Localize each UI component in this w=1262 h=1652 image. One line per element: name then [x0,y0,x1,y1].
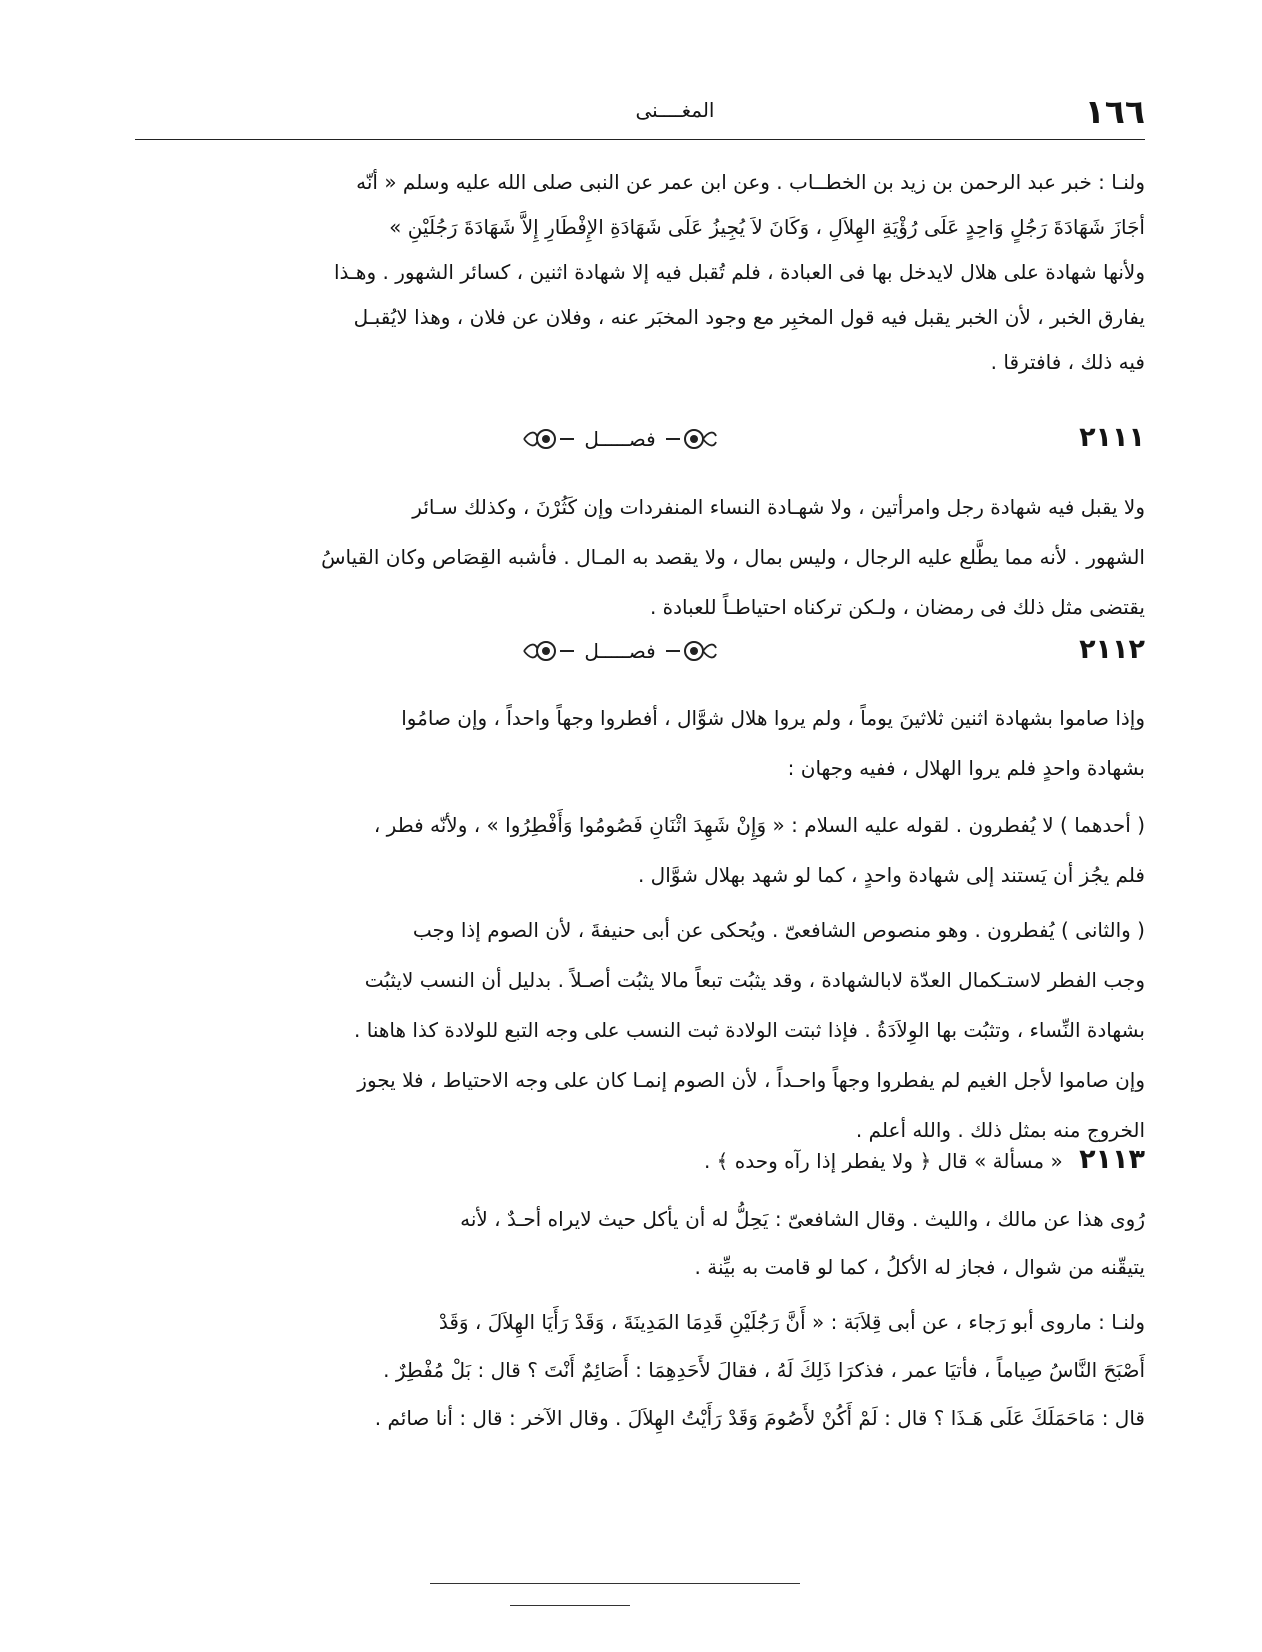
paragraph-2112-c [135,905,1145,1155]
masala-heading-2113 [135,1140,1145,1181]
paragraph-2113-b [135,1298,1145,1442]
text-line: بشهادة النِّساء ، وتثبُت بها الوِلاَدَةُ . فإذا ثبتت الولادة ثبت النسب على وجه التبع للولادة كذا هاهنا . [354,1018,1145,1042]
section-heading-2112 [135,634,1145,674]
text-line: ولنـا : ماروى أبو رَجاء ، عن أبى قِلاَبَة : « أَنَّ رَجُلَيْنِ قَدِمَا المَدِينَةَ ، وَقَدْ رَأَيَا الهِلاَلَ ، وَقَدْ [438,1310,1145,1334]
text-line: وجب الفطر لاستـكمال العدّة لابالشهادة ، وقد يثبُت تبعاً مالا يثبُت أصـلاً . بدليل أن النسب لايثبُت [364,968,1145,992]
text-line: بشهادة واحدٍ فلم يروا الهلال ، ففيه وجهان : [787,756,1145,780]
section-number: ٢١١١ [1079,422,1145,453]
paragraph-intro [135,160,1145,385]
text-line: ولنـا : خبر عبد الرحمن بن زيد بن الخطــاب . وعن ابن عمر عن النبى صلى الله عليه وسلم « أنّه [356,170,1145,194]
paragraph-2111 [135,482,1145,632]
text-line: فلم يجُز أن يَستند إلى شهادة واحدٍ ، كما لو شهد بهلال شوَّال . [637,863,1145,887]
text-line: فيه ذلك ، فافترقا . [990,350,1145,374]
paragraph-2112-b [135,800,1145,900]
section-number: ٢١١٢ [1079,634,1145,665]
text-line: أجَازَ شَهَادَةَ رَجُلٍ وَاحِدٍ عَلَى رُؤْيَةِ الهِلاَلِ ، وَكَانَ لاَ يُجِيزُ عَلَى شَهَادَةِ الإِفْطَارِ إِلاَّ شَهَادَةَ رَجُلَيْنِ » [389,215,1145,239]
text-line: قال : مَاحَمَلَكَ عَلَى هَـذَا ؟ قال : لَمْ أَكُنْ لأَصُومَ وَقَدْ رَأَيْتُ الهِلاَلَ . وقال الآخر : قال : أنا صائم . [374,1406,1145,1430]
text-line: وإن صاموا لأجل الغيم لم يفطروا وجهاً واحـداً ، لأن الصوم إنمـا كان على وجه الاحتياط ، فلا يجوز [357,1068,1145,1092]
text-line: وإذا صاموا بشهادة اثنين ثلاثينَ يوماً ، ولم يروا هلال شوَّال ، أفطروا وجهاً واحداً ، وإن صامُوا [401,706,1145,730]
ornament-icon [664,638,718,664]
section-number: ٢١١٣ [1079,1144,1145,1175]
text-line: ولأنها شهادة على هلال لايدخل بها فى العبادة ، فلم تُقبل فيه إلا شهادة اثنين ، كسائر الشهور . وهـذا [334,260,1145,284]
text-line: الخروج منه بمثل ذلك . والله أعلم . [855,1118,1145,1142]
running-title: المغــــنى [635,98,715,122]
ornament-icon [522,426,576,452]
masala-lead: « مسألة » قال ﴿ ولا يفطر إذا رآه وحده ﴾ . [703,1149,1063,1173]
page-header [135,88,1145,138]
text-line: ( والثانى ) يُفطرون . وهو منصوص الشافعىّ . ويُحكى عن أبى حنيفةَ ، لأن الصوم إذا وجب [412,918,1145,942]
section-title [475,426,765,452]
page-number: ١٦٦ [1084,92,1145,131]
paragraph-2113-a [135,1195,1145,1291]
paragraph-2112-a [135,693,1145,793]
text-line: يتيقّنه من شوال ، فجاز له الأكلُ ، كما لو قامت به بيِّنة . [694,1255,1145,1279]
footer-rule [510,1605,630,1606]
ornament-icon [664,426,718,452]
section-title-text: فصـــــل [584,639,656,663]
header-rule [135,139,1145,140]
text-line: الشهور . لأنه مما يطَّلع عليه الرجال ، وليس بمال ، ولا يقصد به المـال . فأشبه القِصَاص وكان القياسُ [321,545,1145,569]
text-line: رُوى هذا عن مالك ، والليث . وقال الشافعىّ : يَحِلُّ له أن يأكل حيث لايراه أحـدٌ ، لأنه [460,1207,1145,1231]
text-line: ( أحدهما ) لا يُفطرون . لقوله عليه السلام : « وَإِنْ شَهِدَ اثْنَانِ فَصُومُوا وَأَفْطِرُوا » ، ولأنّه فطر ، [373,813,1145,837]
text-line: يقتضى مثل ذلك فى رمضان ، ولـكن تركناه احتياطـاً للعبادة . [649,595,1145,619]
section-heading-2111 [135,422,1145,462]
text-line: يفارق الخبر ، لأن الخبر يقبل فيه قول المخبِر مع وجود المخبَر عنه ، وفلان عن فلان ، وهذا لايُقبـل [353,305,1145,329]
text-line: ولا يقبل فيه شهادة رجل وامرأتين ، ولا شهـادة النساء المنفردات وإن كَثُرْنَ ، وكذلك سـائر [412,495,1145,519]
section-title [475,638,765,664]
section-title-text: فصـــــل [584,427,656,451]
footer-rule [430,1583,800,1584]
ornament-icon [522,638,576,664]
text-line: أَصْبَحَ النَّاسُ صِياماً ، فأتيَا عمر ، فذكرَا ذَلِكَ لَهُ ، فقالَ لأَحَدِهِمَا : أَصَائِمٌ أَنْتَ ؟ قال : بَلْ مُفْطِرٌ . [383,1358,1145,1382]
